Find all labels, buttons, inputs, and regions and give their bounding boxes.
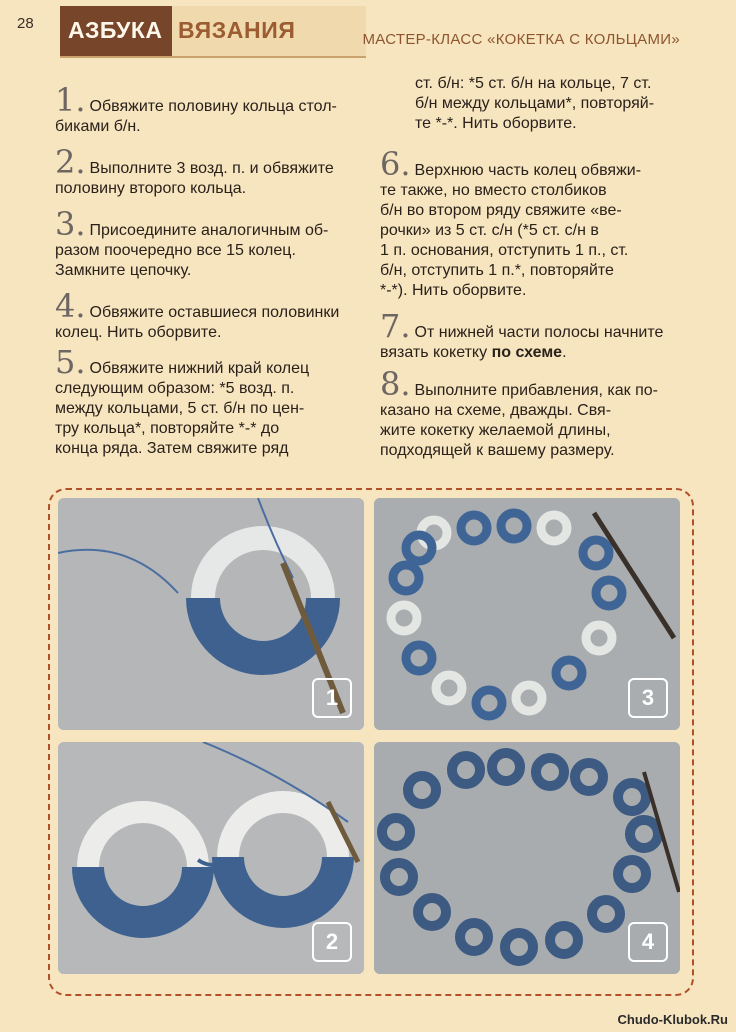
- step-7: [380, 307, 700, 363]
- photo-step-1: [58, 498, 364, 730]
- watermark: Chudo-Klubok.Ru: [617, 1012, 728, 1027]
- photo-step-3: [374, 498, 680, 730]
- step-5-continued: [415, 74, 705, 134]
- step-number: 3.: [55, 205, 86, 243]
- step-number: 7.: [380, 307, 411, 345]
- step-text: Выполните 3 возд. п. и обвяжите половину второго кольца.: [55, 160, 334, 197]
- step-text: От нижней части полосы начните вязать кокетку: [380, 324, 664, 361]
- photo-step-2: [58, 742, 364, 974]
- step-number: 8.: [380, 365, 411, 403]
- step-1: [55, 81, 375, 137]
- step-6: [380, 145, 700, 301]
- page-number: 28: [17, 15, 34, 32]
- step-5: [55, 343, 375, 459]
- section-title-main: АЗБУКА: [68, 17, 163, 43]
- photo-badge: 1: [312, 678, 352, 718]
- step-number: 4.: [55, 287, 86, 325]
- step-text: .: [562, 344, 567, 361]
- step-number: 5.: [55, 343, 86, 381]
- section-header: [60, 6, 366, 58]
- step-8: [380, 365, 700, 461]
- step-text: Обвяжите половину кольца стол- биками б/н.: [55, 98, 337, 135]
- step-text: Присоедините аналогичным об- разом поочередно все 15 колец. Замкните цепочку.: [55, 222, 329, 279]
- photo-badge: 3: [628, 678, 668, 718]
- step-text: Верхнюю часть колец обвяжи- те также, но вместо столбиков б/н во втором ряду свяжите «ве- рочки» из 5 ст. с/н (*5 ст. с/н в 1 п. основания, отступить 1 п., ст. б/н, отступить 1 п.*, повторяйте *-*). Нить оборвите.: [380, 162, 642, 299]
- master-class-title: МАСТЕР-КЛАСС «КОКЕТКА С КОЛЬЦАМИ»: [362, 31, 680, 48]
- step-text: Выполните прибавления, как по- казано на схеме, дважды. Свя- жите кокетку желаемой длины, подходящей к вашему размеру.: [380, 382, 658, 459]
- step-text: Обвяжите нижний край колец следующим образом: *5 возд. п. между кольцами, 5 ст. б/н по цен- тру кольца*, повторяйте *-* до конца ряда. Затем свяжите ряд: [55, 360, 310, 457]
- step-number: 2.: [55, 143, 86, 181]
- step-text: ст. б/н: *5 ст. б/н на кольце, 7 ст. б/н между кольцами*, повторяй- те *-*. Нить оборвите.: [415, 75, 655, 132]
- step-number: 6.: [380, 145, 411, 183]
- step-3: [55, 205, 375, 281]
- photo-step-4: [374, 742, 680, 974]
- step-4: [55, 287, 375, 343]
- step-text: Обвяжите оставшиеся половинки колец. Нить оборвите.: [55, 304, 340, 341]
- step-2: [55, 143, 375, 199]
- photo-badge: 2: [312, 922, 352, 962]
- step-number: 1.: [55, 81, 86, 119]
- step-text-bold: по схеме: [491, 344, 563, 361]
- photo-badge: 4: [628, 922, 668, 962]
- section-title-second: ВЯЗАНИЯ: [178, 17, 296, 43]
